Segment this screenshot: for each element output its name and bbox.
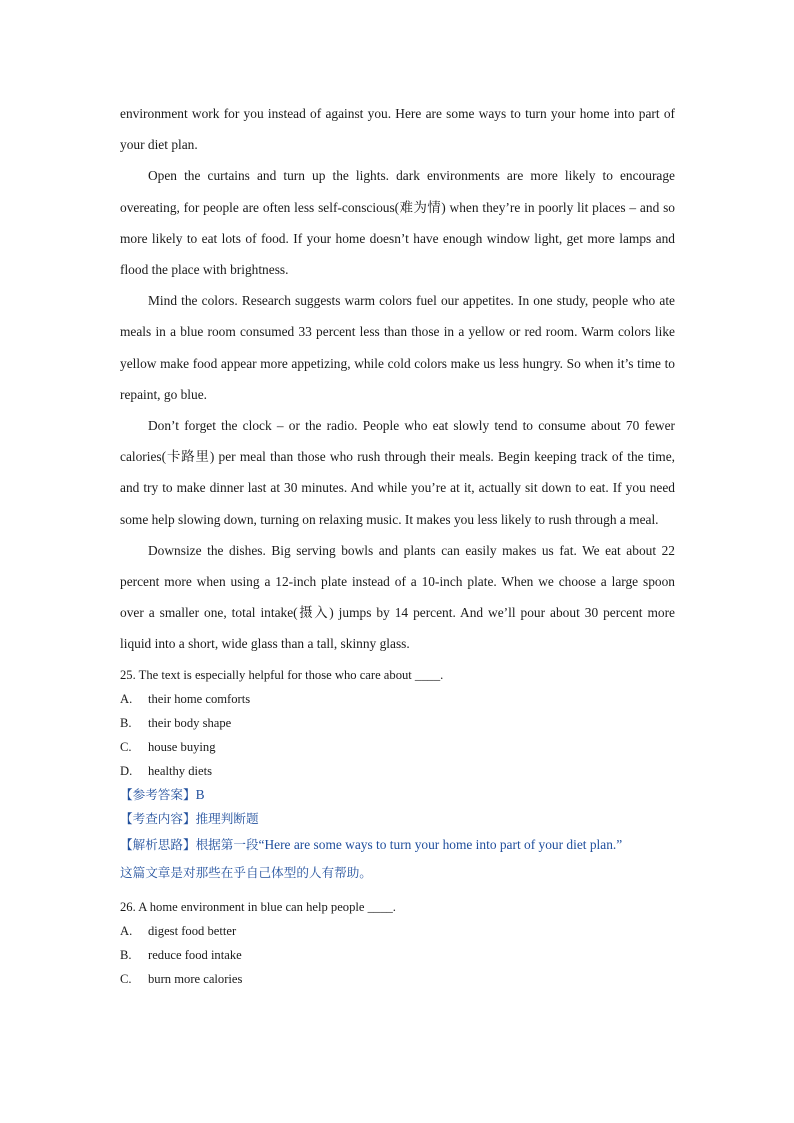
content-tag: 【考查内容】 [120,810,196,826]
analysis [120,831,675,887]
option-text: burn more calories [148,971,243,986]
option-c [120,967,675,991]
option-text: house buying [148,739,216,754]
passage-paragraph-1: environment work for you instead of against you. Here are some ways to turn your home into part of your diet plan. [120,106,675,153]
question-25 [120,663,675,887]
option-a [120,687,675,711]
analysis-conclusion: 这篇文章是对那些在乎自己体型的人有帮助。 [120,864,372,880]
option-letter: A. [120,691,133,706]
option-text: their body shape [148,715,232,730]
analysis-tag: 【解析思路】 [120,836,196,852]
passage-paragraph-4: Don’t forget the clock – or the radio. People who eat slowly tend to consume about 70 fewer calories(卡路里) per meal than those who rush through their meals. Begin keeping track of the time, and try to make dinner last at 30 minutes. And while you’re at it, actually sit down to eat. If you need some help slowing down, turning on relaxing music. It makes you less likely to rush through a meal. [120,418,675,527]
option-text: healthy diets [148,763,213,778]
option-c [120,735,675,759]
passage [120,98,675,660]
reference-answer [120,783,675,807]
option-letter: A. [120,923,133,938]
document-page [120,98,675,991]
option-text: reduce food intake [148,947,242,962]
question-stem: 26. A home environment in blue can help people ____. [120,899,396,914]
option-a [120,919,675,943]
option-b [120,943,675,967]
content-value: 推理判断题 [195,810,259,826]
question-stem: 25. The text is especially helpful for those who care about ____. [120,667,444,682]
exam-content [120,807,675,831]
passage-paragraph-5: Downsize the dishes. Big serving bowls and plants can easily makes us fat. We eat about 22 percent more when using a 12-inch plate instead of a 10-inch plate. When we choose a large spoon over a smaller one, total intake(摄入) jumps by 14 percent. And we’ll pour about 30 percent more liquid into a short, wide glass than a tall, skinny glass. [120,542,675,652]
option-letter: D. [120,763,133,778]
analysis-lead: 根据第一段 [195,836,259,852]
option-letter: C. [120,971,132,986]
passage-paragraph-3: Mind the colors. Research suggests warm colors fuel our appetites. In one study, people who ate meals in a blue room consumed 33 percent less than those in a yellow or red room. Warm colors like yellow make food appear more appetizing, while cold colors make us less hungry. So when it’s time to repaint, go blue. [120,293,675,402]
answer-value: B [195,786,205,802]
question-26 [120,895,675,991]
option-d [120,759,675,783]
passage-paragraph-2: Open the curtains and turn up the lights. dark environments are more likely to encourage overeating, for people are often less self-conscious(难为情) when they’re in poorly lit places – and so more likely to eat lots of food. If your home doesn’t have enough window light, get more lamps and flood the place with brightness. [120,168,675,278]
answer-tag: 【参考答案】 [120,786,196,802]
option-text: their home comforts [148,691,251,706]
option-letter: C. [120,739,132,754]
analysis-quote: “Here are some ways to turn your home into part of your diet plan.” [258,836,623,852]
option-letter: B. [120,715,132,730]
option-b [120,711,675,735]
option-letter: B. [120,947,132,962]
option-text: digest food better [148,923,237,938]
